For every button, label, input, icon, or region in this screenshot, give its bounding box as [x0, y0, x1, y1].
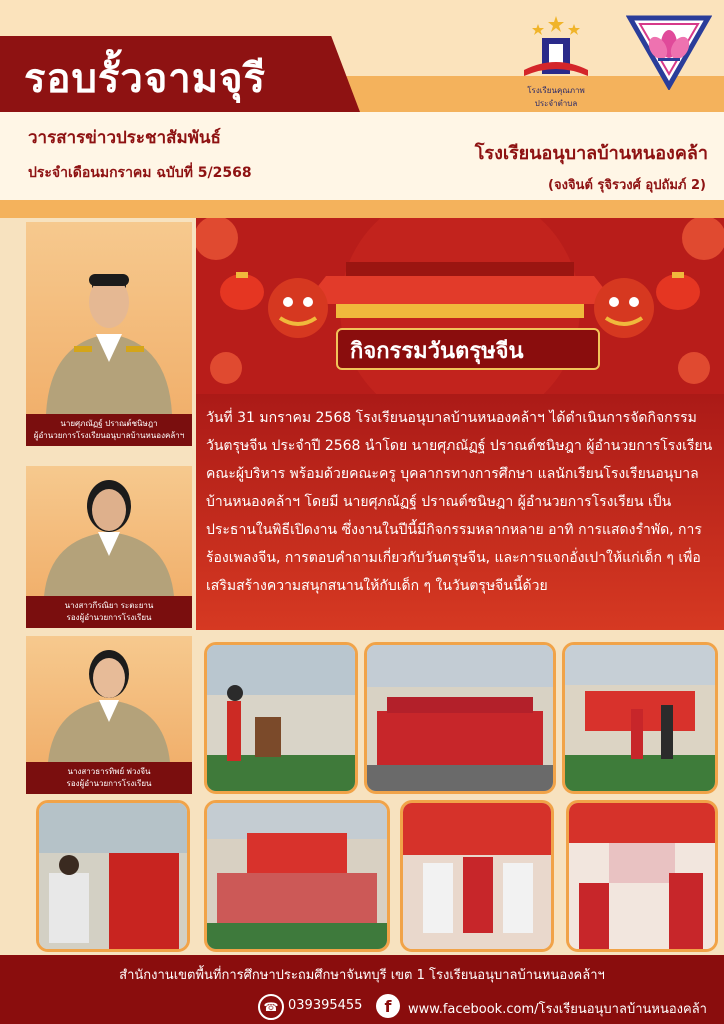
photo-group-performance: [204, 800, 390, 952]
school-emblem-logo: [626, 14, 712, 90]
photo-students-stage: [364, 642, 556, 794]
issue-label: ประจำเดือนมกราคม ฉบับที่ 5/2568: [28, 165, 252, 181]
footer-phone[interactable]: 039395455: [288, 998, 363, 1013]
photo-red-envelope: [36, 800, 190, 952]
footer-facebook-link[interactable]: www.facebook.com/โรงเรียนอนุบาลบ้านหนองคล้า: [408, 1002, 707, 1017]
deputy-2-caption: นางสาวธารทิพย์ พ่วงจีน รองผู้อำนวยการโรงเรียน: [26, 762, 192, 794]
footer-office: สำนักงานเขตพื้นที่การศึกษาประถมศึกษาจันทบุรี เขต 1 โรงเรียนอนุบาลบ้านหนองคล้าฯ: [119, 968, 605, 983]
school-subname: (จงจินต์ รุจิรวงศ์ อุปถัมภ์ 2): [548, 178, 706, 193]
article-body: วันที่ 31 มกราคม 2568 โรงเรียนอนุบาลบ้านหนองคล้าฯ ได้ดำเนินการจัดกิจกรรมวันตรุษจีน ประจำปี 2568 นำโดย นายศุภณัฏฐ์ ปราณต์ชนิษฎา ผู้อำนวยการโรงเรียน คณะผู้บริหาร พร้อมด้วยคณะครู บุคลากรทางการศึกษา แลนักเรียนโรงเรียนอนุบาลบ้านหนองคล้าฯ โดยมี นายศุภณัฏฐ์ ปราณต์ชนิษฎา ผู้อำนวยการโรงเรียน เป็นประธานในพิธีเปิดงาน ซึ่งงานในปีนี้มีกิจกรรมหลากหลาย อาทิ การแสดงรำพัด, การร้องเพลงจีน, การตอบคำถามเกี่ยวกับวันตรุษจีน, และการแจกอั่งเปาให้แก่เด็ก ๆ เพื่อเสริมสร้างความสนุกสนานให้กับเด็ก ๆ ในวันตรุษจีนนี้ด้วย: [206, 410, 713, 594]
director-photo: [26, 222, 192, 414]
photo-fan-dance: [400, 800, 554, 952]
director-caption: นายศุภณัฏฐ์ ปราณต์ชนิษฎา ผู้อำนวยการโรงเรียนอนุบาลบ้านหนองคล้าฯ: [26, 414, 192, 446]
school-name: โรงเรียนอนุบาลบ้านหนองคล้า: [474, 143, 708, 164]
quality-school-caption: โรงเรียนคุณภาพ ประจำตำบล: [527, 86, 585, 108]
quality-school-logo: [516, 14, 596, 86]
photo-stage-2025: [566, 800, 718, 952]
photo-opening-speech: [204, 642, 358, 794]
deputy-1-photo: [26, 466, 192, 596]
header-bottom-band: [0, 200, 724, 218]
newsletter-subtitle: วารสารข่าวประชาสัมพันธ์: [28, 128, 221, 148]
newsletter-title: รอบรั้วจามจุรี: [24, 56, 267, 102]
photo-presentation: [562, 642, 718, 794]
facebook-icon: f: [376, 994, 400, 1018]
banner-title: กิจกรรมวันตรุษจีน: [350, 339, 524, 364]
deputy-1-caption: นางสาวกีรณิยา ระตะยาน รองผู้อำนวยการโรงเรียน: [26, 596, 192, 628]
deputy-2-photo: [26, 636, 192, 762]
phone-icon: ☎: [258, 994, 284, 1020]
